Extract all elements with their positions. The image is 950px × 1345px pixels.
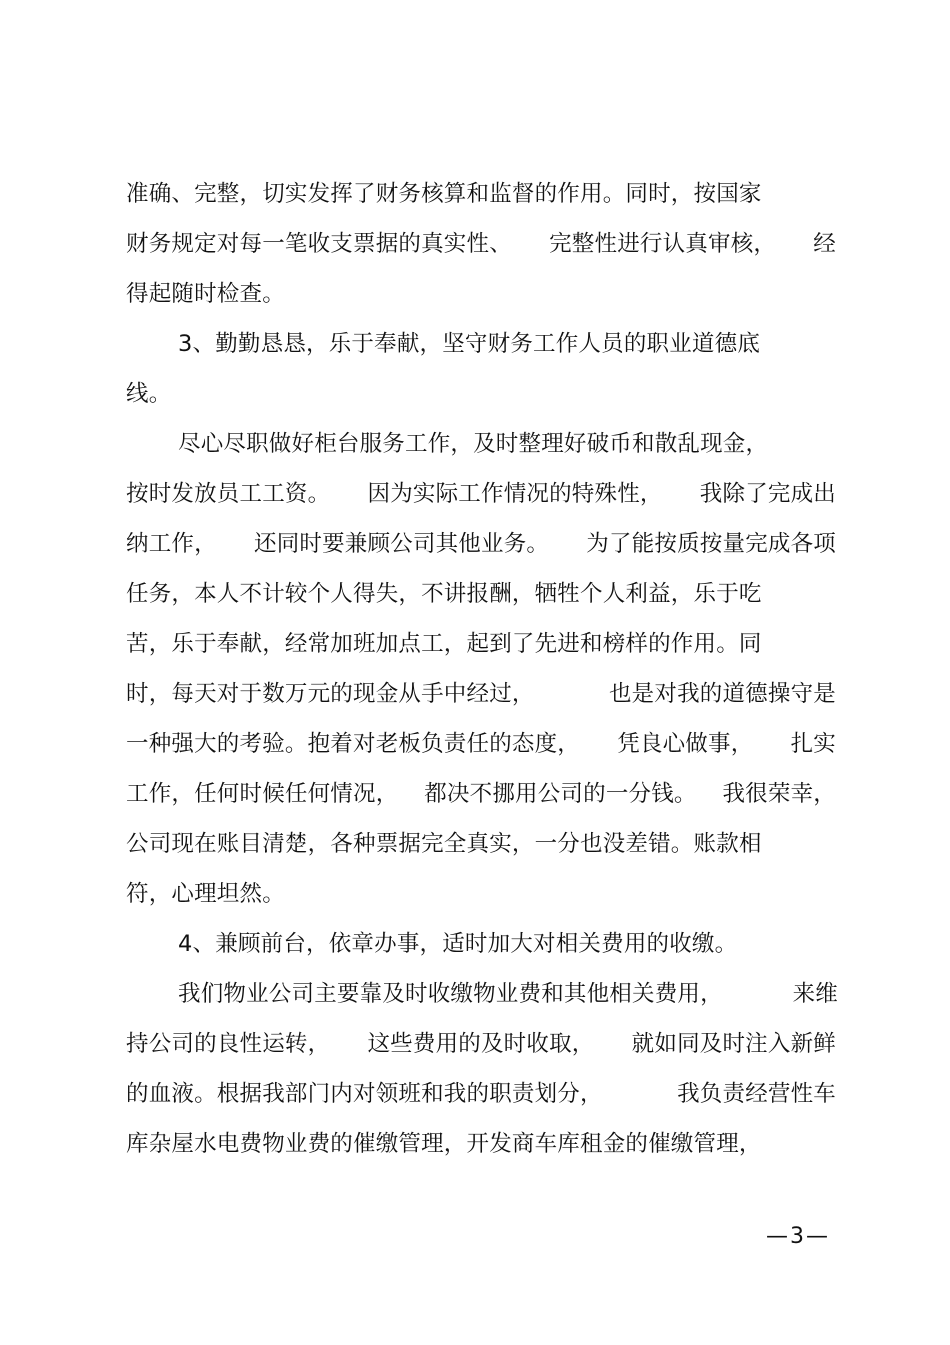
section-heading: 3、勤勤恳恳，乐于奉献，坚守财务工作人员的职业道德底 [178,331,761,357]
text-segment: 我除了完成出 [699,481,836,507]
text-segment: 完整性进行认真审核， [549,231,777,257]
text-line [126,524,836,564]
text-segment: 纳工作， [126,531,217,557]
text-line: 线。 [126,381,172,407]
text-line: 公司现在账目清楚，各种票据完全真实，一分也没差错。账款相 [126,831,762,857]
text-segment: 为了能按质按量完成各项 [586,531,836,557]
paragraph-first-line: 尽心尽职做好柜台服务工作，及时整理好破币和散乱现金， [178,431,769,457]
text-segment: 都决不挪用公司的一分钱。 [424,781,697,807]
text-line [126,1024,836,1064]
text-line: 准确、完整，切实发挥了财务核算和监督的作用。同时，按国家 [126,181,762,207]
text-line: 苦，乐于奉献，经常加班加点工，起到了先进和榜样的作用。同 [126,631,762,657]
text-line [126,1074,836,1114]
text-segment: 就如同及时注入新鲜 [631,1031,836,1057]
text-segment: 财务规定对每一笔收支票据的真实性、 [126,231,512,257]
text-line: 符，心理坦然。 [126,881,285,907]
page-number: —3— [766,1224,830,1249]
text-line [126,724,836,764]
text-line: 任务，本人不计较个人得失，不讲报酬，牺牲个人利益，乐于吃 [126,581,762,607]
text-segment: 我们物业公司主要靠及时收缴物业费和其他相关费用， [178,981,723,1007]
text-segment: 持公司的良性运转， [126,1031,331,1057]
text-line [126,774,836,814]
text-segment: 工作，任何时候任何情况， [126,781,399,807]
text-segment: 经 [813,231,836,257]
text-segment: 时，每天对于数万元的现金从手中经过， [126,681,535,707]
text-line [126,224,836,264]
text-segment: 来维 [792,981,838,1007]
text-segment: 这些费用的及时收取， [367,1031,595,1057]
text-line [126,474,836,514]
text-segment: 我很荣幸， [722,781,836,807]
text-segment: 按时发放员工工资。 [126,481,331,507]
text-segment: 一种强大的考验。抱着对老板负责任的态度， [126,731,581,757]
text-segment: 还同时要兼顾公司其他业务。 [254,531,550,557]
text-segment: 扎实 [790,731,836,757]
text-line [126,674,836,714]
text-segment: 的血液。根据我部门内对领班和我的职责划分， [126,1081,603,1107]
text-segment: 也是对我的道德操守是 [608,681,836,707]
text-line: 库杂屋水电费物业费的催缴管理，开发商车库租金的催缴管理， [126,1131,762,1157]
text-line: 得起随时检查。 [126,281,285,307]
text-segment: 凭良心做事， [617,731,754,757]
paragraph-first-line [178,974,838,1014]
text-segment: 我负责经营性车 [677,1081,836,1107]
section-heading: 4、兼顾前台，依章办事，适时加大对相关费用的收缴。 [178,931,738,957]
text-segment: 因为实际工作情况的特殊性， [367,481,663,507]
